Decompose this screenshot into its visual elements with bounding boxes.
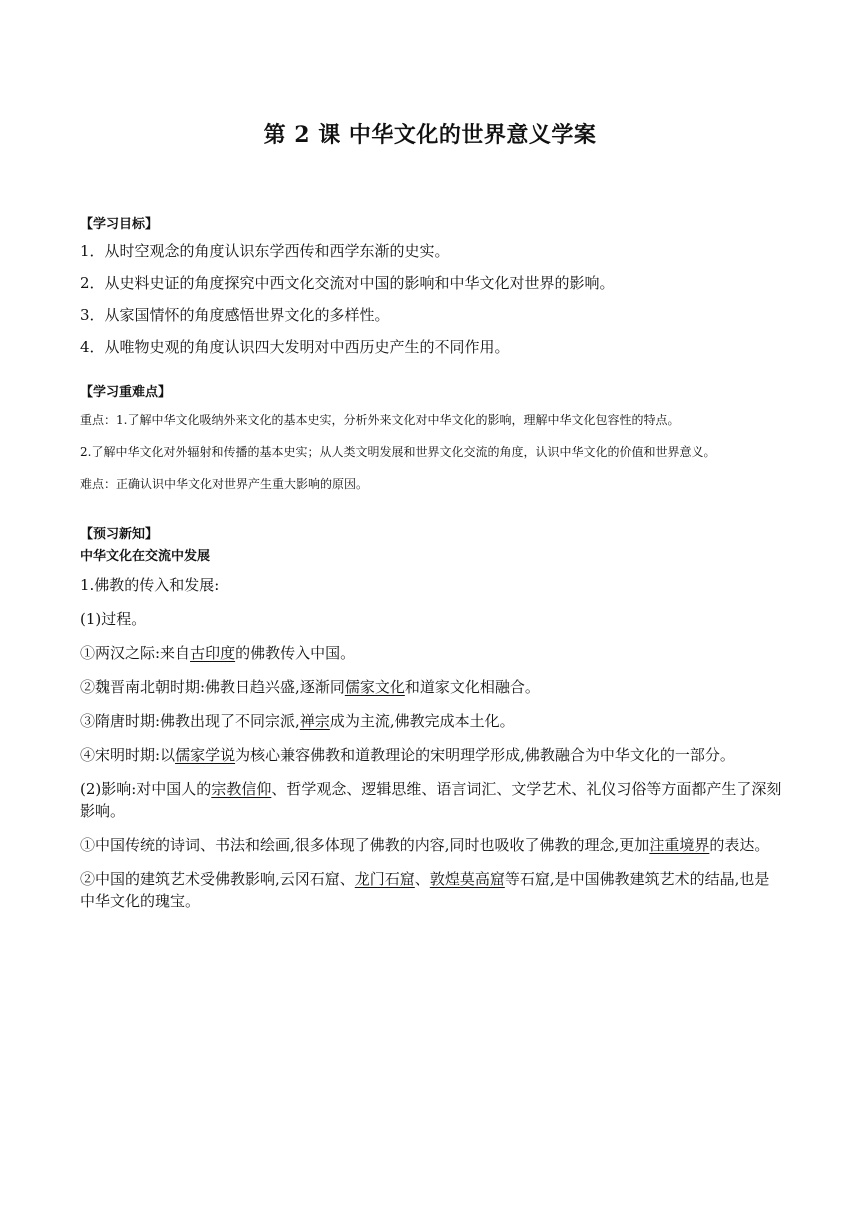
focus-point-1: 重点：1.了解中华文化吸纳外来文化的基本史实，分析外来文化对中华文化的影响，理解中华文化包容性的特点。 [80, 413, 680, 427]
preview-heading: 【预习新知】 [80, 527, 159, 542]
influence-item-2 [80, 868, 782, 912]
text-fragment: ③隋唐时期:佛教出现了不同宗派, [80, 712, 300, 730]
key-points-heading: 【学习重难点】 [80, 385, 172, 400]
text-fragment: 成为主流,佛教完成本土化。 [329, 712, 515, 730]
underlined-term: 注重境界 [649, 836, 710, 854]
text-fragment: ①中国传统的诗词、书法和绘画,很多体现了佛教的内容,同时也吸收了佛教的理念,更加 [80, 836, 650, 854]
underlined-term: 宗教信仰 [211, 780, 272, 798]
document-body [80, 214, 782, 924]
text-fragment: ②中国的建筑艺术受佛教影响,云冈石窟、 [80, 870, 355, 888]
text-fragment: (2)影响:对中国人的 [80, 780, 212, 798]
text-fragment: ①两汉之际:来自 [80, 644, 191, 662]
learning-goals-heading: 【学习目标】 [80, 217, 159, 232]
learning-goal-3: 3．从家国情怀的角度感悟世界文化的多样性。 [80, 306, 390, 324]
text-fragment: 、 [414, 870, 430, 888]
process-item-4 [80, 744, 782, 766]
text-fragment: 和道家文化相融合。 [404, 678, 540, 696]
page-title: 第 2 课 中华文化的世界意义学案 [263, 122, 597, 148]
underlined-term: 儒家学说 [175, 746, 236, 764]
buddhism-heading: 1.佛教的传入和发展: [80, 576, 220, 594]
text-fragment: 、哲学观念、逻辑思维、语言词汇、文学艺术、礼仪习俗等方面都产生了深刻影响。 [80, 780, 782, 820]
text-fragment: 为核心兼容佛教和道教理论的宋明理学形成,佛教融合为中华文化的一部分。 [235, 746, 735, 764]
preview-subheading: 中华文化在交流中发展 [80, 549, 211, 564]
underlined-term: 敦煌莫高窟 [429, 870, 505, 888]
text-fragment: ④宋明时期:以 [80, 746, 176, 764]
influence-item-1 [80, 834, 782, 856]
learning-goal-2: 2．从史料史证的角度探究中西文化交流对中国的影响和中华文化对世界的影响。 [80, 274, 615, 292]
process-item-3 [80, 710, 782, 732]
underlined-term: 儒家文化 [344, 678, 405, 696]
underlined-term: 禅宗 [299, 712, 330, 730]
learning-goal-4: 4．从唯物史观的角度认识四大发明对中西历史产生的不同作用。 [80, 338, 510, 356]
underlined-term: 古印度 [190, 644, 236, 662]
process-item-1 [80, 642, 782, 664]
focus-point-2: 2.了解中华文化对外辐射和传播的基本史实；从人类文明发展和世界文化交流的角度，认识中华文化的价值和世界意义。 [80, 445, 716, 459]
process-heading: (1)过程。 [80, 610, 147, 628]
underlined-term: 龙门石窟 [354, 870, 415, 888]
influence-heading [80, 778, 782, 822]
learning-goal-1: 1．从时空观念的角度认识东学西传和西学东渐的史实。 [80, 242, 450, 260]
process-item-2 [80, 676, 782, 698]
text-fragment: 等石窟,是中国佛教建筑艺术的结晶,也是中华文化的瑰宝。 [80, 870, 770, 910]
text-fragment: ②魏晋南北朝时期:佛教日趋兴盛,逐渐同 [80, 678, 345, 696]
text-fragment: 的表达。 [709, 836, 770, 854]
text-fragment: 的佛教传入中国。 [235, 644, 356, 662]
difficulty-point: 难点：正确认识中华文化对世界产生重大影响的原因。 [80, 477, 369, 491]
